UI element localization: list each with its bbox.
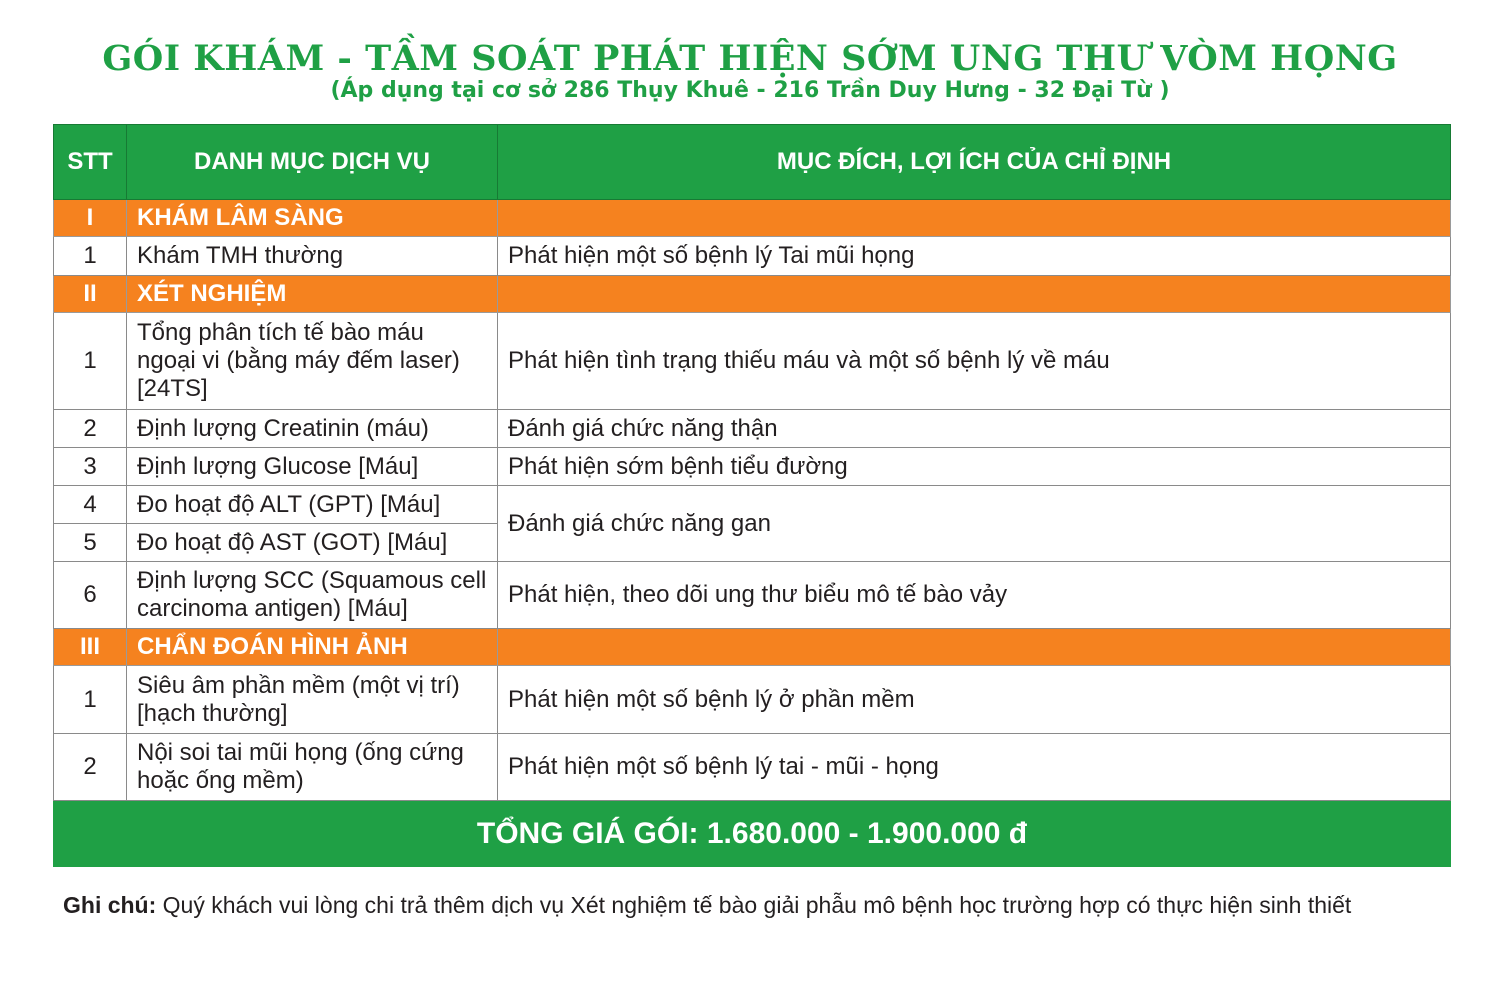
- row-purpose: Đánh giá chức năng thận: [498, 410, 1451, 448]
- section-number: III: [54, 629, 127, 666]
- note-label: Ghi chú:: [63, 892, 157, 918]
- section-number: I: [54, 200, 127, 237]
- column-header-purpose: MỤC ĐÍCH, LỢI ÍCH CỦA CHỈ ĐỊNH: [498, 125, 1451, 200]
- row-purpose: Phát hiện một số bệnh lý Tai mũi họng: [498, 237, 1451, 276]
- section-empty-cell: [498, 276, 1451, 313]
- section-row: [54, 629, 1451, 666]
- row-service: Siêu âm phần mềm (một vị trí) [hạch thường]: [127, 666, 498, 734]
- footnote: [63, 892, 1351, 919]
- row-service: Định lượng Creatinin (máu): [127, 410, 498, 448]
- table-row: [54, 666, 1451, 734]
- table-row: [54, 448, 1451, 486]
- row-stt: 5: [54, 524, 127, 562]
- row-purpose: Phát hiện một số bệnh lý ở phần mềm: [498, 666, 1451, 734]
- table-row: [54, 313, 1451, 410]
- row-stt: 1: [54, 313, 127, 410]
- section-row: [54, 276, 1451, 313]
- column-header-service: DANH MỤC DỊCH VỤ: [127, 125, 498, 200]
- page-subtitle: (Áp dụng tại cơ sở 286 Thụy Khuê - 216 Trần Duy Hưng - 32 Đại Từ ): [330, 78, 1170, 103]
- service-table: [53, 124, 1451, 867]
- section-empty-cell: [498, 629, 1451, 666]
- row-service: Định lượng Glucose [Máu]: [127, 448, 498, 486]
- row-purpose: Đánh giá chức năng gan: [498, 486, 1451, 562]
- total-price: TỔNG GIÁ GÓI: 1.680.000 - 1.900.000 đ: [54, 801, 1451, 867]
- row-stt: 2: [54, 734, 127, 801]
- section-name: KHÁM LÂM SÀNG: [127, 200, 498, 237]
- table-row: [54, 562, 1451, 629]
- section-number: II: [54, 276, 127, 313]
- row-service: Khám TMH thường: [127, 237, 498, 276]
- total-row: [54, 801, 1451, 867]
- table-row: [54, 237, 1451, 276]
- row-service: Nội soi tai mũi họng (ống cứng hoặc ống mềm): [127, 734, 498, 801]
- section-name: CHẨN ĐOÁN HÌNH ẢNH: [127, 629, 498, 666]
- table-row: [54, 486, 1451, 524]
- column-header-stt: STT: [54, 125, 127, 200]
- row-purpose: Phát hiện tình trạng thiếu máu và một số bệnh lý về máu: [498, 313, 1451, 410]
- note-text: Quý khách vui lòng chi trả thêm dịch vụ Xét nghiệm tế bào giải phẫu mô bệnh học trường hợp có thực hiện sinh thiết: [156, 892, 1352, 918]
- row-service: Định lượng SCC (Squamous cell carcinoma antigen) [Máu]: [127, 562, 498, 629]
- section-empty-cell: [498, 200, 1451, 237]
- row-service: Tổng phân tích tế bào máu ngoại vi (bằng máy đếm laser) [24TS]: [127, 313, 498, 410]
- table-header-row: [54, 125, 1451, 200]
- row-stt: 2: [54, 410, 127, 448]
- page-title: GÓI KHÁM - TẦM SOÁT PHÁT HIỆN SỚM UNG THƯ VÒM HỌNG: [102, 38, 1398, 79]
- section-row: [54, 200, 1451, 237]
- row-purpose: Phát hiện một số bệnh lý tai - mũi - họng: [498, 734, 1451, 801]
- row-stt: 3: [54, 448, 127, 486]
- row-stt: 1: [54, 666, 127, 734]
- row-purpose: Phát hiện sớm bệnh tiểu đường: [498, 448, 1451, 486]
- row-purpose: Phát hiện, theo dõi ung thư biểu mô tế bào vảy: [498, 562, 1451, 629]
- row-service: Đo hoạt độ AST (GOT) [Máu]: [127, 524, 498, 562]
- row-stt: 4: [54, 486, 127, 524]
- row-service: Đo hoạt độ ALT (GPT) [Máu]: [127, 486, 498, 524]
- row-stt: 6: [54, 562, 127, 629]
- row-stt: 1: [54, 237, 127, 276]
- table-row: [54, 734, 1451, 801]
- table-row: [54, 410, 1451, 448]
- section-name: XÉT NGHIỆM: [127, 276, 498, 313]
